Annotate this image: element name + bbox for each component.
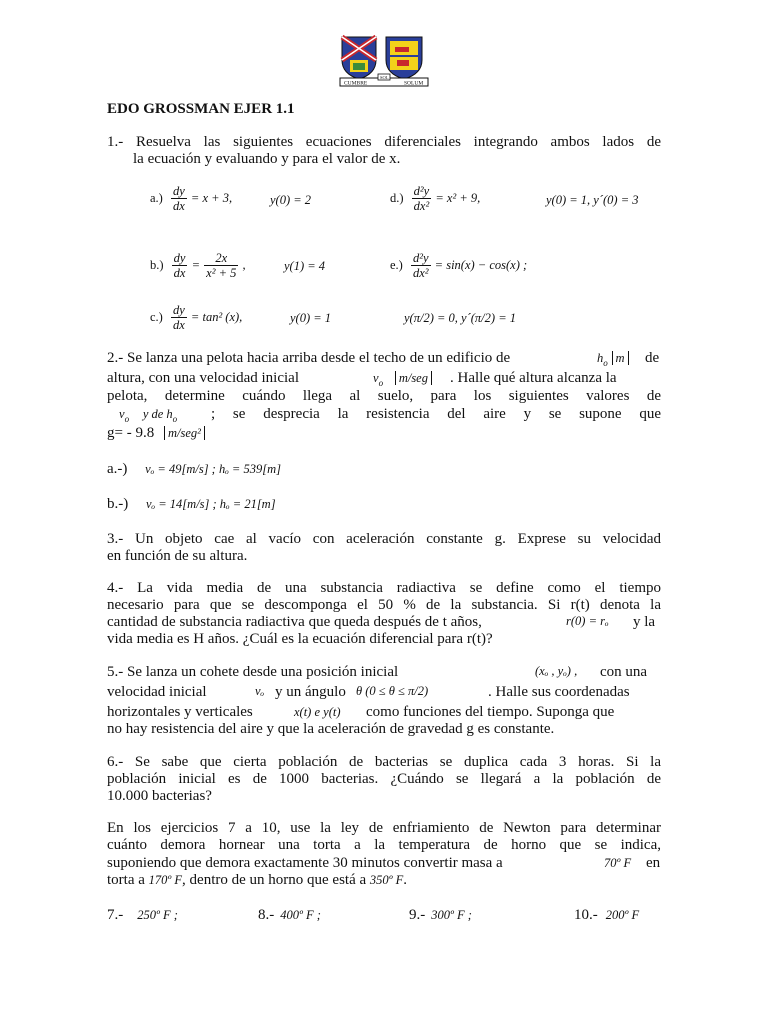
problem-5-text-2-mid: y un ángulo bbox=[275, 684, 346, 700]
problem-3-text: 3.- Un objeto cae al vacío con aceleración constante g. Exprese su velocidad bbox=[107, 531, 661, 547]
newton-intro-text: En los ejercicios 7 a 10, use la ley de enfriamiento de Newton para determinar bbox=[107, 820, 661, 836]
problem-3-text-cont: en función de su altura. bbox=[107, 548, 248, 564]
problem-2-line-2: altura, con una velocidad inicial bbox=[107, 370, 300, 386]
problem-1-text: 1.- Resuelva las siguientes ecuaciones diferenciales integrando ambos lados de bbox=[107, 134, 661, 150]
exercise-7: 7.- 250º F ; bbox=[107, 907, 178, 923]
problem-2-line-3: pelota, determine cuándo llega al suelo, para los siguientes valores de bbox=[107, 388, 661, 404]
svg-text:SOL: SOL bbox=[380, 75, 389, 80]
header-logos bbox=[336, 34, 432, 90]
problem-2-line-2-end: . Halle qué altura alcanza la bbox=[450, 370, 617, 386]
problem-5-text-2-end: . Halle sus coordenadas bbox=[488, 684, 630, 700]
condition-a: y(0) = 2 bbox=[270, 193, 312, 207]
condition-d: y(0) = 1, y´(0) = 3 bbox=[546, 193, 639, 207]
problem-5-velocity: vₒ bbox=[255, 684, 265, 698]
problem-2-height-var: $h_o$ m bbox=[597, 350, 629, 368]
problem-2-line-5: g= - 9.8 m/seg² bbox=[107, 425, 205, 442]
exercise-10: 10.- 200º F bbox=[574, 907, 640, 923]
newton-intro-text-4: torta a 170º F, dentro de un horno que está a 350º F. bbox=[107, 872, 408, 888]
problem-6-text-2: población inicial es de 1000 bacterias. ¿Cuándo se llegará a la población de bbox=[107, 771, 661, 787]
problem-6-text-3: 10.000 bacterias? bbox=[107, 788, 212, 804]
condition-b: y(1) = 4 bbox=[284, 259, 326, 273]
problem-4-initial-condition: r(0) = rₒ bbox=[566, 614, 609, 628]
problem-5-text-4: no hay resistencia del aire y que la aceleración de gravedad g es constante. bbox=[107, 721, 555, 737]
problem-4-text-3: cantidad de substancia radiactiva que queda después de t años, bbox=[107, 614, 482, 630]
problem-4-text-4: vida media es H años. ¿Cuál es la ecuación diferencial para r(t)? bbox=[107, 631, 493, 647]
newton-intro-text-3: suponiendo que demora exactamente 30 minutos convertir masa a bbox=[107, 855, 503, 871]
problem-4-text: 4.- La vida media de una substancia radiactiva se define como el tiempo bbox=[107, 580, 661, 596]
problem-4-text-3-end: y la bbox=[633, 614, 656, 630]
problem-5-angle: θ (0 ≤ θ ≤ π/2) bbox=[356, 684, 429, 698]
equation-e: e.) $\frac{\text{d²y}}{\text{dx²}}$ = sin(x) − cos(x) ; bbox=[390, 251, 528, 281]
equation-a: a.) $\frac{dy}{dx}$ = x + 3, bbox=[150, 184, 233, 214]
problem-6-text: 6.- Se sabe que cierta población de bacterias se duplica cada 3 horas. Si la bbox=[107, 754, 661, 770]
newton-intro-text-2: cuánto demora hornear una torta a la temperatura de horno que se indica, bbox=[107, 837, 661, 853]
equation-d: d.) $\frac{\text{d²y}}{\text{dx²}}$ = x² + 9, bbox=[390, 184, 481, 214]
university-crest-icon bbox=[336, 34, 432, 90]
problem-1-text-cont: la ecuación y evaluando y para el valor de x. bbox=[133, 151, 401, 167]
problem-2-line-4-vars: $v_o$ y de $h_o$ bbox=[119, 407, 178, 424]
problem-2-line-4: ; se desprecia la resistencia del aire y se supone que bbox=[211, 406, 661, 422]
svg-text:SOLUM: SOLUM bbox=[404, 80, 424, 87]
problem-4-text-2: necesario para que se descomponga el 50 % de la substancia. Si r(t) denota la bbox=[107, 597, 661, 613]
problem-2-case-a: a.-) vₒ = 49[m/s] ; hₒ = 539[m] bbox=[107, 461, 281, 477]
problem-5-initial-position: (xₒ , yₒ) , bbox=[535, 664, 578, 678]
page-title: EDO GROSSMAN EJER 1.1 bbox=[107, 101, 295, 117]
equation-c: c.) $\frac{dy}{dx}$ = tan² (x), bbox=[150, 303, 243, 333]
exercise-9: 9.- 300º F ; bbox=[409, 907, 472, 923]
problem-5-text-3: horizontales y verticales bbox=[107, 704, 253, 720]
problem-5-text-2: velocidad inicial bbox=[107, 684, 207, 700]
newton-intro-text-3-end: en bbox=[646, 855, 661, 871]
problem-5-text-3-end: como funciones del tiempo. Suponga que bbox=[366, 704, 615, 720]
exercise-8: 8.- 400º F ; bbox=[258, 907, 321, 923]
newton-temp-70: 70º F bbox=[604, 856, 632, 870]
condition-c: y(0) = 1 bbox=[290, 311, 332, 325]
problem-5-text-1-end: con una bbox=[600, 664, 648, 680]
problem-2-line-1-end: de bbox=[645, 350, 660, 366]
problem-2-velocity-var: $v_o$ m/seg bbox=[373, 370, 432, 388]
equation-b: b.) $\frac{dy}{dx}$ = $\frac{2x}{\text{x² + 5}}$ , bbox=[150, 251, 246, 281]
problem-2-line-1: 2.- Se lanza una pelota hacia arriba desde el techo de un edificio de bbox=[107, 350, 511, 366]
problem-2-case-b: b.-) vₒ = 14[m/s] ; hₒ = 21[m] bbox=[107, 496, 276, 512]
problem-5-text: 5.- Se lanza un cohete desde una posición inicial bbox=[107, 664, 399, 680]
condition-e: y(π/2) = 0, y´(π/2) = 1 bbox=[404, 311, 516, 325]
problem-5-functions: x(t) e y(t) bbox=[294, 705, 341, 719]
svg-text:CUMBRE: CUMBRE bbox=[344, 80, 368, 87]
